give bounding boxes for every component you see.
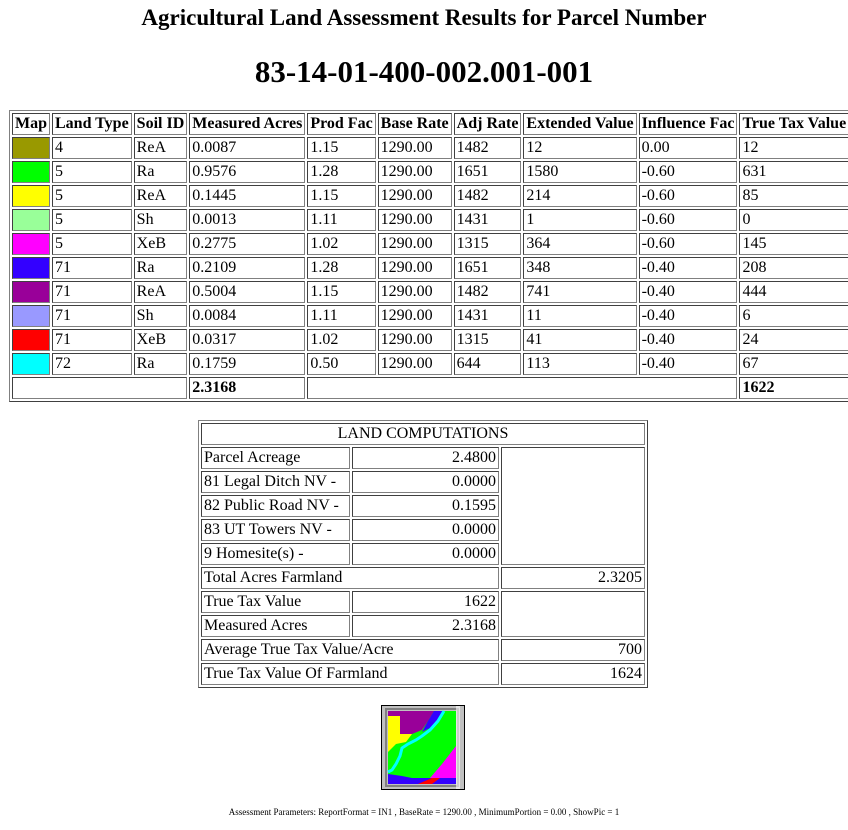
map-color-swatch: [13, 138, 49, 158]
measured-acres-cell: 0.2775: [189, 233, 305, 255]
influence-fac-cell: -0.40: [639, 281, 738, 303]
table-row: [12, 257, 848, 279]
total-acres-farmland-value: 2.3205: [501, 567, 645, 589]
prod-fac-cell: 1.28: [307, 161, 375, 183]
map-color-swatch: [13, 234, 49, 254]
table-row: [12, 209, 848, 231]
influence-fac-cell: -0.60: [639, 185, 738, 207]
col-header-soil-id: Soil ID: [134, 113, 188, 135]
measured-acres-cell: 0.1445: [189, 185, 305, 207]
land-type-cell: 71: [52, 305, 132, 327]
prod-fac-cell: 0.50: [307, 353, 375, 375]
map-color-cell: [12, 329, 50, 351]
deduction-value: 0.1595: [352, 495, 499, 517]
land-type-cell: 4: [52, 137, 132, 159]
measured-acres-cell: 0.2109: [189, 257, 305, 279]
avg-true-tax-value-label: Average True Tax Value/Acre: [201, 639, 499, 661]
extended-value-cell: 1: [523, 209, 636, 231]
adj-rate-cell: 1482: [454, 281, 522, 303]
base-rate-cell: 1290.00: [378, 281, 452, 303]
land-type-cell: 71: [52, 257, 132, 279]
adj-rate-cell: 1651: [454, 257, 522, 279]
map-color-swatch: [13, 282, 49, 302]
col-header-land-type: Land Type: [52, 113, 132, 135]
avg-true-tax-value-value: 700: [501, 639, 645, 661]
prod-fac-cell: 1.28: [307, 257, 375, 279]
influence-fac-cell: -0.40: [639, 329, 738, 351]
adj-rate-cell: 1431: [454, 209, 522, 231]
influence-fac-cell: -0.60: [639, 161, 738, 183]
parcel-map-thumbnail[interactable]: [381, 705, 465, 790]
map-color-swatch: [13, 354, 49, 374]
adj-rate-cell: 1482: [454, 137, 522, 159]
map-color-swatch: [13, 210, 49, 230]
land-computations-title: LAND COMPUTATIONS: [201, 423, 645, 445]
soil-id-cell: Ra: [134, 161, 188, 183]
col-header-extended-value: Extended Value: [523, 113, 636, 135]
true-tax-value-label: True Tax Value: [201, 591, 350, 613]
map-color-swatch: [13, 162, 49, 182]
measured-acres-cell: 0.0317: [189, 329, 305, 351]
true-tax-value-cell: 208: [739, 257, 848, 279]
base-rate-cell: 1290.00: [378, 161, 452, 183]
influence-fac-cell: -0.40: [639, 305, 738, 327]
adj-rate-cell: 1315: [454, 233, 522, 255]
table-row: [12, 329, 848, 351]
base-rate-cell: 1290.00: [378, 209, 452, 231]
table-row: [12, 305, 848, 327]
avg-true-tax-value-row: [201, 639, 645, 661]
table-row: [12, 281, 848, 303]
measured-acres-cell: 0.0084: [189, 305, 305, 327]
soil-id-cell: Sh: [134, 209, 188, 231]
prod-fac-cell: 1.15: [307, 185, 375, 207]
base-rate-cell: 1290.00: [378, 137, 452, 159]
true-tax-value-cell: 12: [739, 137, 848, 159]
extended-value-cell: 11: [523, 305, 636, 327]
land-type-cell: 5: [52, 209, 132, 231]
influence-fac-cell: -0.60: [639, 209, 738, 231]
land-type-cell: 71: [52, 281, 132, 303]
deduction-value: 0.0000: [352, 471, 499, 493]
total-true-tax-value: 1622: [739, 377, 848, 399]
land-type-cell: 5: [52, 161, 132, 183]
prod-fac-cell: 1.11: [307, 209, 375, 231]
true-tax-value-row: [201, 591, 645, 613]
true-tax-value-cell: 85: [739, 185, 848, 207]
extended-value-cell: 12: [523, 137, 636, 159]
influence-fac-cell: -0.40: [639, 353, 738, 375]
parcel-acreage-value: 2.4800: [352, 447, 499, 469]
soil-id-cell: Ra: [134, 257, 188, 279]
measured-acres-value: 2.3168: [352, 615, 499, 637]
totals-blank-left: [12, 377, 187, 399]
extended-value-cell: 364: [523, 233, 636, 255]
measured-acres-cell: 0.1759: [189, 353, 305, 375]
measured-acres-cell: 0.5004: [189, 281, 305, 303]
assessment-parameters: Assessment Parameters: ReportFormat = IN1 , BaseRate = 1290.00 , MinimumPortion = 0.00 , ShowPic = 1: [228, 807, 620, 817]
prod-fac-cell: 1.15: [307, 137, 375, 159]
extended-value-cell: 741: [523, 281, 636, 303]
soil-id-cell: ReA: [134, 137, 188, 159]
prod-fac-cell: 1.15: [307, 281, 375, 303]
soil-id-cell: Sh: [134, 305, 188, 327]
map-color-cell: [12, 233, 50, 255]
map-color-swatch: [13, 258, 49, 278]
deduction-label: 81 Legal Ditch NV -: [201, 471, 350, 493]
table-row: [12, 161, 848, 183]
total-acres-farmland-label: Total Acres Farmland: [201, 567, 499, 589]
land-computations-table: [198, 420, 648, 688]
adj-rate-cell: 1315: [454, 329, 522, 351]
extended-value-cell: 348: [523, 257, 636, 279]
true-tax-value-cell: 145: [739, 233, 848, 255]
true-tax-value-cell: 6: [739, 305, 848, 327]
parcel-number: 83-14-01-400-002.001-001: [254, 54, 594, 89]
map-color-cell: [12, 257, 50, 279]
table-header-row: [12, 113, 848, 135]
true-tax-value-cell: 444: [739, 281, 848, 303]
base-rate-cell: 1290.00: [378, 257, 452, 279]
influence-fac-cell: 0.00: [639, 137, 738, 159]
land-type-cell: 71: [52, 329, 132, 351]
land-type-cell: 5: [52, 233, 132, 255]
adj-rate-cell: 1482: [454, 185, 522, 207]
prod-fac-cell: 1.11: [307, 305, 375, 327]
page-title: Agricultural Land Assessment Results for Parcel Number: [141, 5, 707, 30]
col-header-adj-rate: Adj Rate: [454, 113, 522, 135]
table-row: [12, 353, 848, 375]
table-row: [12, 137, 848, 159]
true-tax-value-farmland-label: True Tax Value Of Farmland: [201, 663, 499, 685]
extended-value-cell: 214: [523, 185, 636, 207]
col-header-measured-acres: Measured Acres: [189, 113, 305, 135]
true-tax-value-farmland-value: 1624: [501, 663, 645, 685]
true-tax-value-value: 1622: [352, 591, 499, 613]
col-header-influence-fac: Influence Fac: [639, 113, 738, 135]
soil-id-cell: XeB: [134, 329, 188, 351]
map-color-cell: [12, 305, 50, 327]
true-tax-value-cell: 67: [739, 353, 848, 375]
map-color-cell: [12, 185, 50, 207]
total-acres-farmland-row: [201, 567, 645, 589]
parcel-acreage-row: [201, 447, 645, 469]
base-rate-cell: 1290.00: [378, 305, 452, 327]
col-header-map: Map: [12, 113, 50, 135]
map-color-cell: [12, 209, 50, 231]
map-color-cell: [12, 161, 50, 183]
true-tax-value-farmland-row: [201, 663, 645, 685]
deduction-value: 0.0000: [352, 543, 499, 565]
base-rate-cell: 1290.00: [378, 233, 452, 255]
extended-value-cell: 41: [523, 329, 636, 351]
soil-id-cell: ReA: [134, 281, 188, 303]
deduction-label: 9 Homesite(s) -: [201, 543, 350, 565]
base-rate-cell: 1290.00: [378, 353, 452, 375]
soil-id-cell: ReA: [134, 185, 188, 207]
totals-row: [12, 377, 848, 399]
deductions-blank: [501, 447, 645, 565]
adj-rate-cell: 644: [454, 353, 522, 375]
map-color-swatch: [13, 186, 49, 206]
table-row: [12, 233, 848, 255]
adj-rate-cell: 1431: [454, 305, 522, 327]
influence-fac-cell: -0.60: [639, 233, 738, 255]
extended-value-cell: 1580: [523, 161, 636, 183]
tax-blank: [501, 591, 645, 637]
adj-rate-cell: 1651: [454, 161, 522, 183]
measured-acres-label: Measured Acres: [201, 615, 350, 637]
base-rate-cell: 1290.00: [378, 185, 452, 207]
land-assessment-table: [9, 110, 848, 402]
col-header-base-rate: Base Rate: [378, 113, 452, 135]
map-color-cell: [12, 281, 50, 303]
map-color-swatch: [13, 306, 49, 326]
col-header-prod-fac: Prod Fac: [307, 113, 375, 135]
land-type-cell: 72: [52, 353, 132, 375]
land-type-cell: 5: [52, 185, 132, 207]
total-measured-acres: 2.3168: [189, 377, 305, 399]
map-color-cell: [12, 353, 50, 375]
parcel-map-image: [382, 706, 464, 789]
prod-fac-cell: 1.02: [307, 233, 375, 255]
col-header-true-tax-value: True Tax Value: [739, 113, 848, 135]
parcel-acreage-label: Parcel Acreage: [201, 447, 350, 469]
extended-value-cell: 113: [523, 353, 636, 375]
true-tax-value-cell: 24: [739, 329, 848, 351]
measured-acres-cell: 0.0087: [189, 137, 305, 159]
true-tax-value-cell: 631: [739, 161, 848, 183]
deduction-label: 82 Public Road NV -: [201, 495, 350, 517]
influence-fac-cell: -0.40: [639, 257, 738, 279]
table-row: [12, 185, 848, 207]
true-tax-value-cell: 0: [739, 209, 848, 231]
map-color-cell: [12, 137, 50, 159]
base-rate-cell: 1290.00: [378, 329, 452, 351]
prod-fac-cell: 1.02: [307, 329, 375, 351]
measured-acres-cell: 0.9576: [189, 161, 305, 183]
deduction-label: 83 UT Towers NV -: [201, 519, 350, 541]
soil-id-cell: Ra: [134, 353, 188, 375]
map-color-swatch: [13, 330, 49, 350]
soil-id-cell: XeB: [134, 233, 188, 255]
deduction-value: 0.0000: [352, 519, 499, 541]
totals-blank-middle: [307, 377, 737, 399]
measured-acres-cell: 0.0013: [189, 209, 305, 231]
